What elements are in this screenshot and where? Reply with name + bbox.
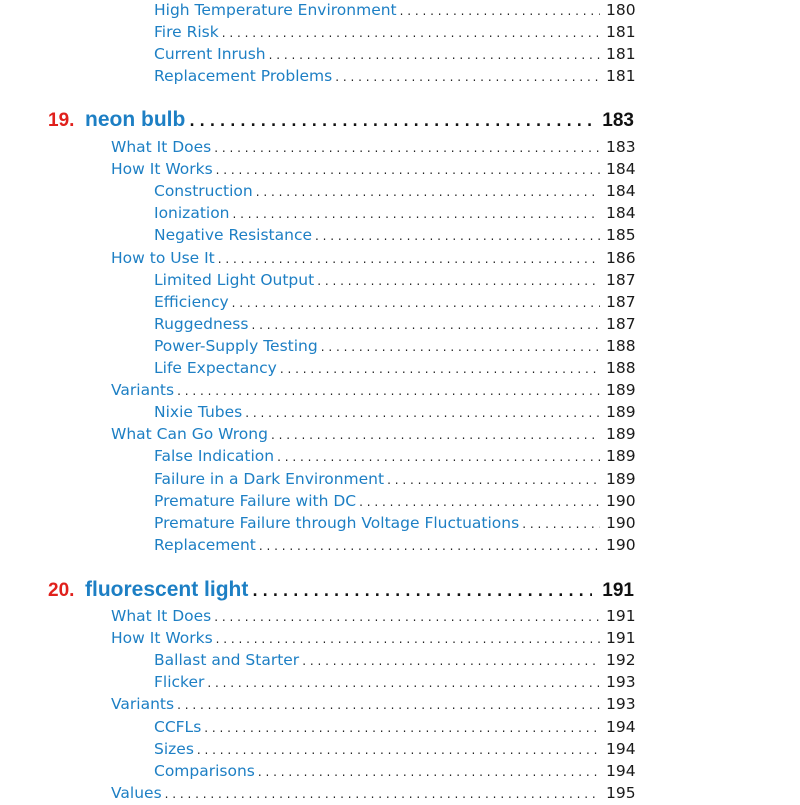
toc-entry-page: 194 bbox=[606, 717, 636, 736]
toc-entry-page: 181 bbox=[606, 67, 636, 85]
toc-entry-title: Premature Failure through Voltage Fluctuations bbox=[154, 513, 520, 532]
toc-entry-title: Efficiency bbox=[154, 292, 229, 311]
toc-entry-page: 193 bbox=[606, 673, 636, 692]
toc-entry[interactable] bbox=[154, 43, 634, 65]
toc-entry-title: Nixie Tubes bbox=[154, 403, 243, 422]
leader-dots bbox=[317, 270, 600, 292]
toc-entry[interactable] bbox=[154, 269, 634, 291]
leader-dots bbox=[218, 248, 600, 270]
leader-dots bbox=[269, 44, 600, 66]
toc-entry-page: 189 bbox=[606, 403, 636, 422]
chapter-heading[interactable] bbox=[48, 578, 634, 608]
leader-dots bbox=[258, 761, 600, 783]
toc-entry[interactable] bbox=[154, 21, 634, 43]
leader-dots bbox=[359, 491, 600, 513]
toc-entry-page: 192 bbox=[606, 651, 636, 670]
toc-entry-title: What It Does bbox=[111, 607, 212, 625]
leader-dots bbox=[177, 694, 600, 716]
leader-dots bbox=[251, 314, 600, 336]
toc-entry-page: 181 bbox=[606, 23, 636, 41]
toc-entry[interactable] bbox=[154, 468, 634, 490]
toc-entry-page: 191 bbox=[606, 607, 636, 625]
toc-entry-title: Current Inrush bbox=[154, 45, 266, 63]
toc-entry[interactable] bbox=[154, 512, 634, 534]
toc-entry[interactable] bbox=[154, 291, 634, 313]
toc-entry[interactable] bbox=[154, 0, 634, 21]
leader-dots bbox=[277, 446, 600, 468]
toc-entry-title: Power-Supply Testing bbox=[154, 336, 318, 355]
toc-entry-page: 187 bbox=[606, 314, 636, 333]
toc-entry-title: Comparisons bbox=[154, 761, 255, 780]
chapter-title: neon bulb bbox=[85, 108, 186, 131]
toc-entry-title: High Temperature Environment bbox=[154, 1, 397, 19]
toc-entry-title: Premature Failure with DC bbox=[154, 491, 357, 510]
chapter-number: 20. bbox=[48, 580, 75, 601]
chapter-heading[interactable] bbox=[48, 108, 634, 138]
toc-entry-title: Variants bbox=[111, 695, 175, 714]
chapter-title: fluorescent light bbox=[85, 578, 249, 601]
toc-entry-page: 189 bbox=[606, 381, 636, 400]
toc-entry-title: Limited Light Output bbox=[154, 270, 315, 289]
leader-dots bbox=[177, 380, 600, 402]
toc-entry-page: 181 bbox=[606, 45, 636, 63]
toc-entry-page: 184 bbox=[606, 182, 636, 201]
leader-dots bbox=[189, 114, 592, 130]
toc-entry-title: Failure in a Dark Environment bbox=[154, 469, 385, 488]
toc-entry[interactable] bbox=[111, 693, 634, 715]
toc-entry-title: Negative Resistance bbox=[154, 226, 313, 245]
chapter-number: 19. bbox=[48, 110, 75, 131]
toc-entry-page: 183 bbox=[606, 138, 636, 156]
leader-dots bbox=[256, 181, 600, 203]
toc-entry-title: Values bbox=[111, 783, 162, 802]
toc-entry-page: 190 bbox=[606, 513, 636, 532]
leader-dots bbox=[321, 336, 600, 358]
leader-dots bbox=[214, 137, 600, 159]
toc-entry-title: What It Does bbox=[111, 138, 212, 156]
toc-entry-page: 189 bbox=[606, 469, 636, 488]
toc-entry[interactable] bbox=[154, 335, 634, 357]
toc-entry-page: 189 bbox=[606, 425, 636, 444]
toc-entry[interactable] bbox=[111, 158, 634, 180]
toc-entry[interactable] bbox=[111, 247, 634, 269]
toc-entry-title: Flicker bbox=[154, 673, 205, 692]
toc-entry[interactable] bbox=[154, 760, 634, 782]
leader-dots bbox=[335, 66, 600, 88]
toc-entry-title: CCFLs bbox=[154, 717, 202, 736]
toc-entry[interactable] bbox=[154, 534, 634, 556]
toc-entry-title: False Indication bbox=[154, 447, 275, 466]
toc-entry[interactable] bbox=[154, 224, 634, 246]
toc-entry-page: 189 bbox=[606, 447, 636, 466]
leader-dots bbox=[280, 358, 600, 380]
toc-entry-page: 180 bbox=[606, 1, 636, 19]
toc-entry[interactable] bbox=[154, 738, 634, 760]
toc-entry[interactable] bbox=[111, 782, 634, 804]
toc-entry-page: 190 bbox=[606, 491, 636, 510]
toc-entry-page: 188 bbox=[606, 336, 636, 355]
toc-entry-title: Sizes bbox=[154, 739, 194, 758]
toc-entry[interactable] bbox=[154, 180, 634, 202]
toc-entry-page: 185 bbox=[606, 226, 636, 245]
toc-entry-page: 184 bbox=[606, 204, 636, 223]
toc-entry-page: 193 bbox=[606, 695, 636, 714]
toc-entry-page: 191 bbox=[606, 629, 636, 648]
leader-dots bbox=[400, 0, 600, 22]
toc-entry-title: Replacement Problems bbox=[154, 67, 333, 85]
toc-entry[interactable] bbox=[154, 671, 634, 693]
leader-dots bbox=[165, 783, 600, 805]
toc-entry[interactable] bbox=[154, 401, 634, 423]
leader-dots bbox=[271, 424, 600, 446]
chapter-page: 191 bbox=[602, 580, 634, 601]
toc-entry[interactable] bbox=[111, 136, 634, 158]
chapter-page: 183 bbox=[602, 110, 634, 131]
toc-entry-page: 186 bbox=[606, 248, 636, 267]
leader-dots bbox=[214, 606, 600, 628]
toc-entry-page: 194 bbox=[606, 761, 636, 780]
leader-dots bbox=[216, 628, 600, 650]
toc-entry-page: 184 bbox=[606, 160, 636, 179]
leader-dots bbox=[232, 292, 600, 314]
toc-entry-title: Life Expectancy bbox=[154, 359, 277, 377]
toc-entry[interactable] bbox=[154, 202, 634, 224]
leader-dots bbox=[522, 513, 600, 535]
toc-entry-title: How to Use It bbox=[111, 248, 215, 267]
toc-entry[interactable] bbox=[154, 357, 634, 379]
toc-entry-page: 190 bbox=[606, 535, 636, 554]
leader-dots bbox=[222, 22, 600, 44]
toc-entry-page: 195 bbox=[606, 783, 636, 802]
toc-entry-title: Construction bbox=[154, 182, 253, 201]
toc-entry[interactable] bbox=[111, 423, 634, 445]
toc-entry[interactable] bbox=[154, 65, 634, 87]
leader-dots bbox=[207, 672, 600, 694]
toc-entry-title: Fire Risk bbox=[154, 23, 219, 41]
toc-entry-page: 188 bbox=[606, 359, 636, 377]
leader-dots bbox=[315, 225, 600, 247]
toc-entry-title: Ruggedness bbox=[154, 314, 249, 333]
toc-entry[interactable] bbox=[111, 379, 634, 401]
leader-dots bbox=[197, 739, 600, 761]
toc-entry[interactable] bbox=[154, 649, 634, 671]
leader-dots bbox=[387, 469, 600, 491]
toc-entry[interactable] bbox=[154, 445, 634, 467]
leader-dots bbox=[233, 203, 600, 225]
toc-entry[interactable] bbox=[154, 313, 634, 335]
toc-entry[interactable] bbox=[154, 716, 634, 738]
leader-dots bbox=[259, 535, 600, 557]
toc-entry-title: What Can Go Wrong bbox=[111, 425, 268, 444]
toc-entry[interactable] bbox=[111, 627, 634, 649]
toc-entry-title: Replacement bbox=[154, 535, 256, 554]
toc-entry-title: Ballast and Starter bbox=[154, 651, 300, 670]
toc-entry-title: How It Works bbox=[111, 160, 213, 179]
toc-entry[interactable] bbox=[154, 490, 634, 512]
leader-dots bbox=[252, 584, 592, 600]
leader-dots bbox=[302, 650, 600, 672]
toc-entry-page: 194 bbox=[606, 739, 636, 758]
toc-entry-title: Variants bbox=[111, 381, 175, 400]
toc-entry-title: How It Works bbox=[111, 629, 213, 648]
toc-entry-page: 187 bbox=[606, 292, 636, 311]
toc-entry[interactable] bbox=[111, 605, 634, 627]
toc-entry-title: Ionization bbox=[154, 204, 230, 223]
leader-dots bbox=[245, 402, 600, 424]
toc-entry-page: 187 bbox=[606, 270, 636, 289]
leader-dots bbox=[216, 159, 600, 181]
leader-dots bbox=[204, 717, 600, 739]
